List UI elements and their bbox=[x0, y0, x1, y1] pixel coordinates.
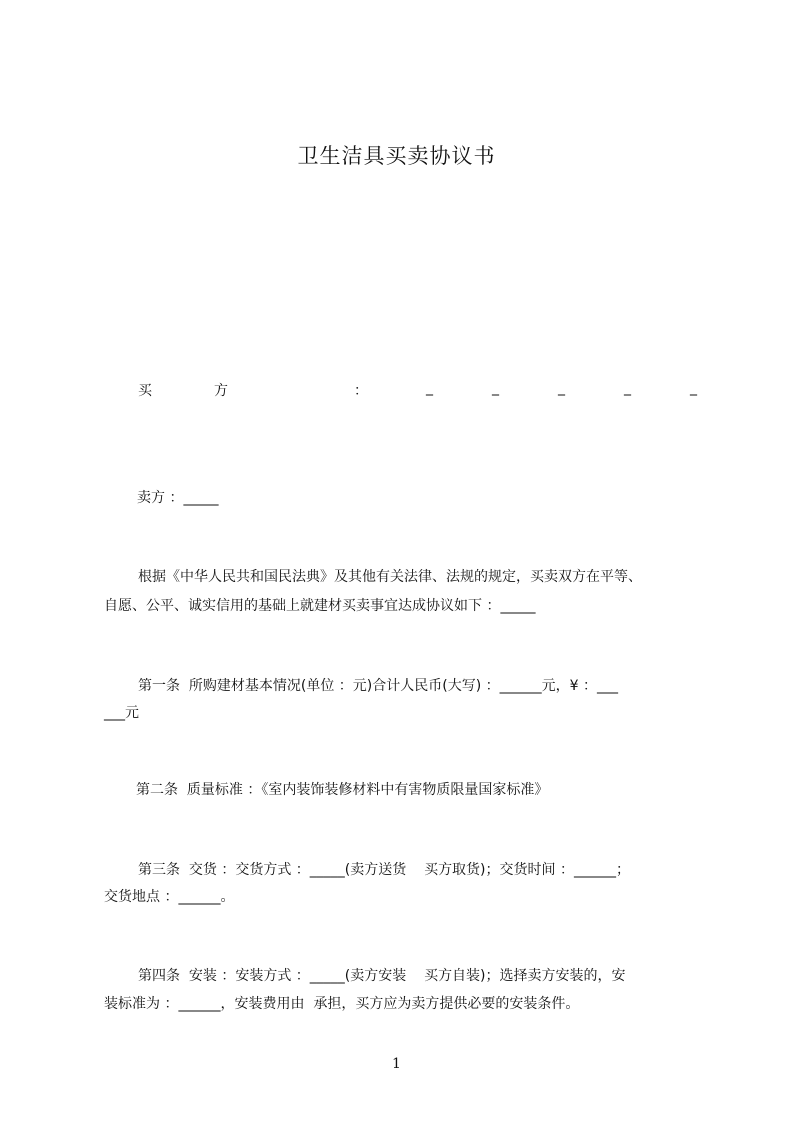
article-3-line-1: 第三条 交货 ：交货方式 ：_____(卖方送货 买方取货)；交货时间 ：______； bbox=[138, 862, 630, 878]
article-1-line-1: 第一条 所购建材基本情况(单位 ：元)合计人民币(大写) ：______元，¥ ：___ bbox=[138, 678, 619, 694]
buyer-blank-3: _ bbox=[558, 380, 565, 396]
article-2-line: 第二条 质量标准 ：《室内装饰装修材料中有害物质限量国家标准》 bbox=[136, 782, 549, 798]
preamble-line-2: 自愿、公平、诚实信用的基础上就建材买卖事宜达成协议如下 ：_____ bbox=[104, 598, 536, 614]
page-number: 1 bbox=[392, 1056, 401, 1072]
buyer-label-char-1: 买 bbox=[138, 383, 152, 399]
buyer-blank-1: _ bbox=[426, 380, 433, 396]
article-3-line-2: 交货地点 ：______。 bbox=[104, 889, 235, 905]
buyer-blank-5: _ bbox=[690, 380, 697, 396]
document-title: 卫生洁具买卖协议书 bbox=[297, 144, 496, 168]
buyer-colon: ： bbox=[354, 383, 368, 399]
article-4-line-2: 装标准为 ：______，安装费用由 承担，买方应为卖方提供必要的安装条件。 bbox=[104, 996, 580, 1012]
seller-line: 卖方 ：_____ bbox=[137, 490, 219, 506]
buyer-blank-2: _ bbox=[492, 380, 499, 396]
preamble-line-1: 根据《中华人民共和国民法典》及其他有关法律、法规的规定，买卖双方在平等、 bbox=[138, 569, 642, 585]
buyer-line bbox=[138, 380, 704, 404]
article-4-line-1: 第四条 安装 ：安装方式 ：_____(卖方安装 买方自装)；选择卖方安装的，安 bbox=[138, 968, 626, 984]
article-1-line-2: ___元 bbox=[104, 705, 139, 721]
buyer-label-char-2: 方 bbox=[214, 383, 228, 399]
buyer-blank-4: _ bbox=[624, 380, 631, 396]
